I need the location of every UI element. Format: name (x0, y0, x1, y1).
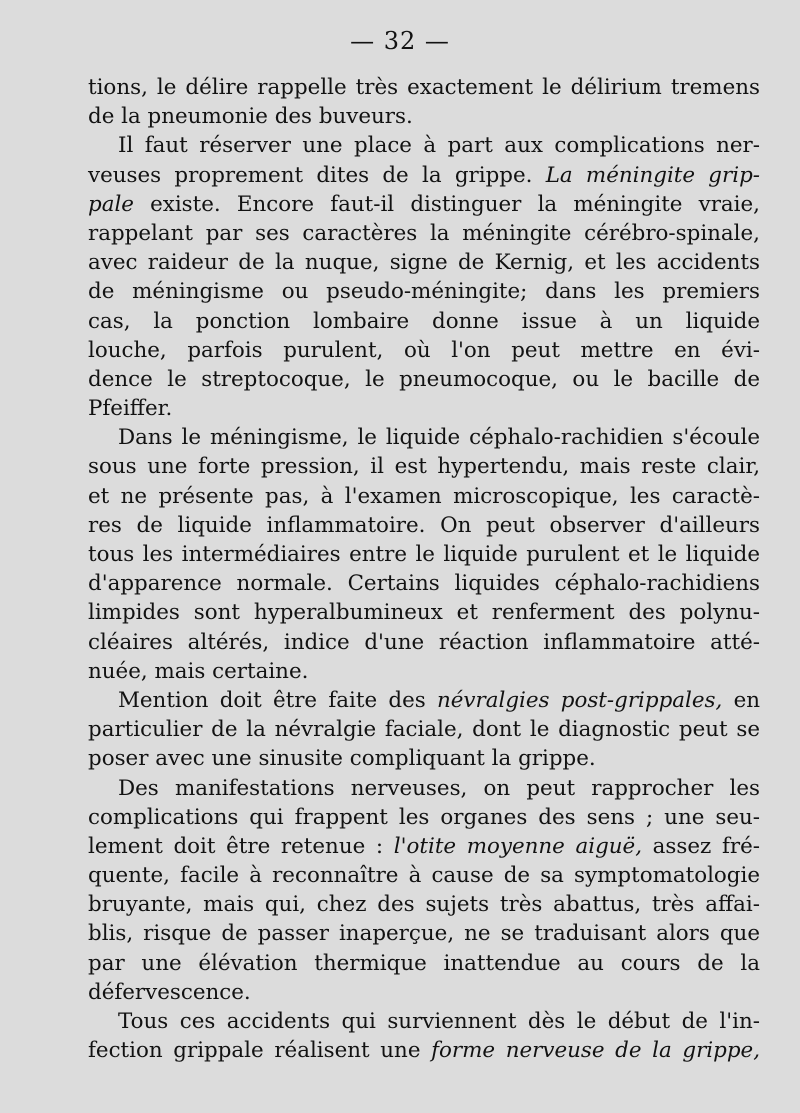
text-line: Tous ces accidents qui surviennent dès le début de l'in- (118, 1009, 760, 1034)
italic-term: pale (88, 191, 134, 217)
text-line: poser avec une sinusite compliquant la grippe. (88, 746, 596, 772)
text-segment: assez fré- (642, 833, 761, 859)
text-line: bruyante, mais qui, chez des sujets très abattus, très affai- (88, 892, 760, 918)
text-line: d'apparence normale. Certains liquides céphalo-rachidiens (88, 571, 760, 597)
text-line (88, 686, 760, 715)
text-line: tous les intermédiaires entre le liquide purulent et le liquide (88, 542, 760, 567)
text-segment: en (722, 687, 761, 713)
text-line: quente, facile à reconnaître à cause de sa symptomatologie (88, 863, 760, 889)
text-line: Dans le méningisme, le liquide céphalo-rachidien s'écoule (118, 425, 760, 451)
text-segment: Mention doit être faite des (118, 687, 437, 713)
text-line (88, 190, 760, 219)
text-segment: fection grippale réalisent une (88, 1038, 432, 1064)
text-line: de méningisme ou pseudo-méningite; dans les premiers (88, 279, 760, 305)
italic-term: La méningite grip- (545, 162, 760, 188)
text-line (88, 832, 760, 861)
text-segment: existe. Encore faut-il distinguer la méningite vraie, (133, 191, 760, 217)
italic-term: l'otite moyenne aiguë, (393, 833, 643, 859)
text-line: cas, la ponction lombaire donne issue à un liquide (88, 308, 760, 334)
text-line: et ne présente pas, à l'examen microscopique, les caractè- (88, 483, 760, 509)
text-line: de la pneumonie des buveurs. (88, 104, 413, 130)
page-number: — 32 — (350, 27, 450, 55)
italic-term: forme nerveuse de la grippe, (431, 1038, 760, 1064)
text-line: nuée, mais certaine. (88, 658, 309, 684)
text-line: cléaires altérés, indice d'une réaction inflammatoire atté- (88, 629, 760, 655)
italic-term: névralgies post-grippales, (436, 687, 723, 713)
text-line: Il faut réserver une place à part aux complications ner- (118, 133, 760, 159)
text-line: défervescence. (88, 979, 251, 1005)
text-line: Des manifestations nerveuses, on peut rapprocher les (118, 775, 760, 801)
text-line (88, 1036, 760, 1065)
text-line: dence le streptocoque, le pneumocoque, ou le bacille de (88, 366, 760, 392)
body-text (88, 73, 760, 1065)
text-segment: lement doit être retenue : (88, 833, 394, 859)
text-line: rappelant par ses caractères la méningite cérébro-spinale, (88, 220, 760, 246)
text-line: complications qui frappent les organes des sens ; une seu- (88, 804, 760, 830)
text-line: particulier de la névralgie faciale, dont le diagnostic peut se (88, 717, 760, 743)
text-line: louche, parfois purulent, où l'on peut mettre en évi- (88, 337, 760, 363)
text-line: sous une forte pression, il est hypertendu, mais reste clair, (88, 454, 760, 480)
text-line: tions, le délire rappelle très exactement le délirium tremens (88, 75, 760, 100)
text-line: res de liquide inflammatoire. On peut observer d'ailleurs (88, 512, 760, 538)
text-line: avec raideur de la nuque, signe de Kernig, et les accidents (88, 250, 760, 276)
text-segment: veuses proprement dites de la grippe. (88, 162, 546, 188)
text-line: blis, risque de passer inaperçue, ne se traduisant alors que (88, 921, 760, 947)
text-line: par une élévation thermique inattendue au cours de la (88, 950, 760, 976)
text-line (88, 161, 760, 190)
text-line: limpides sont hyperalbumineux et renferment des polynu- (88, 600, 760, 626)
text-line: Pfeiffer. (88, 396, 173, 422)
